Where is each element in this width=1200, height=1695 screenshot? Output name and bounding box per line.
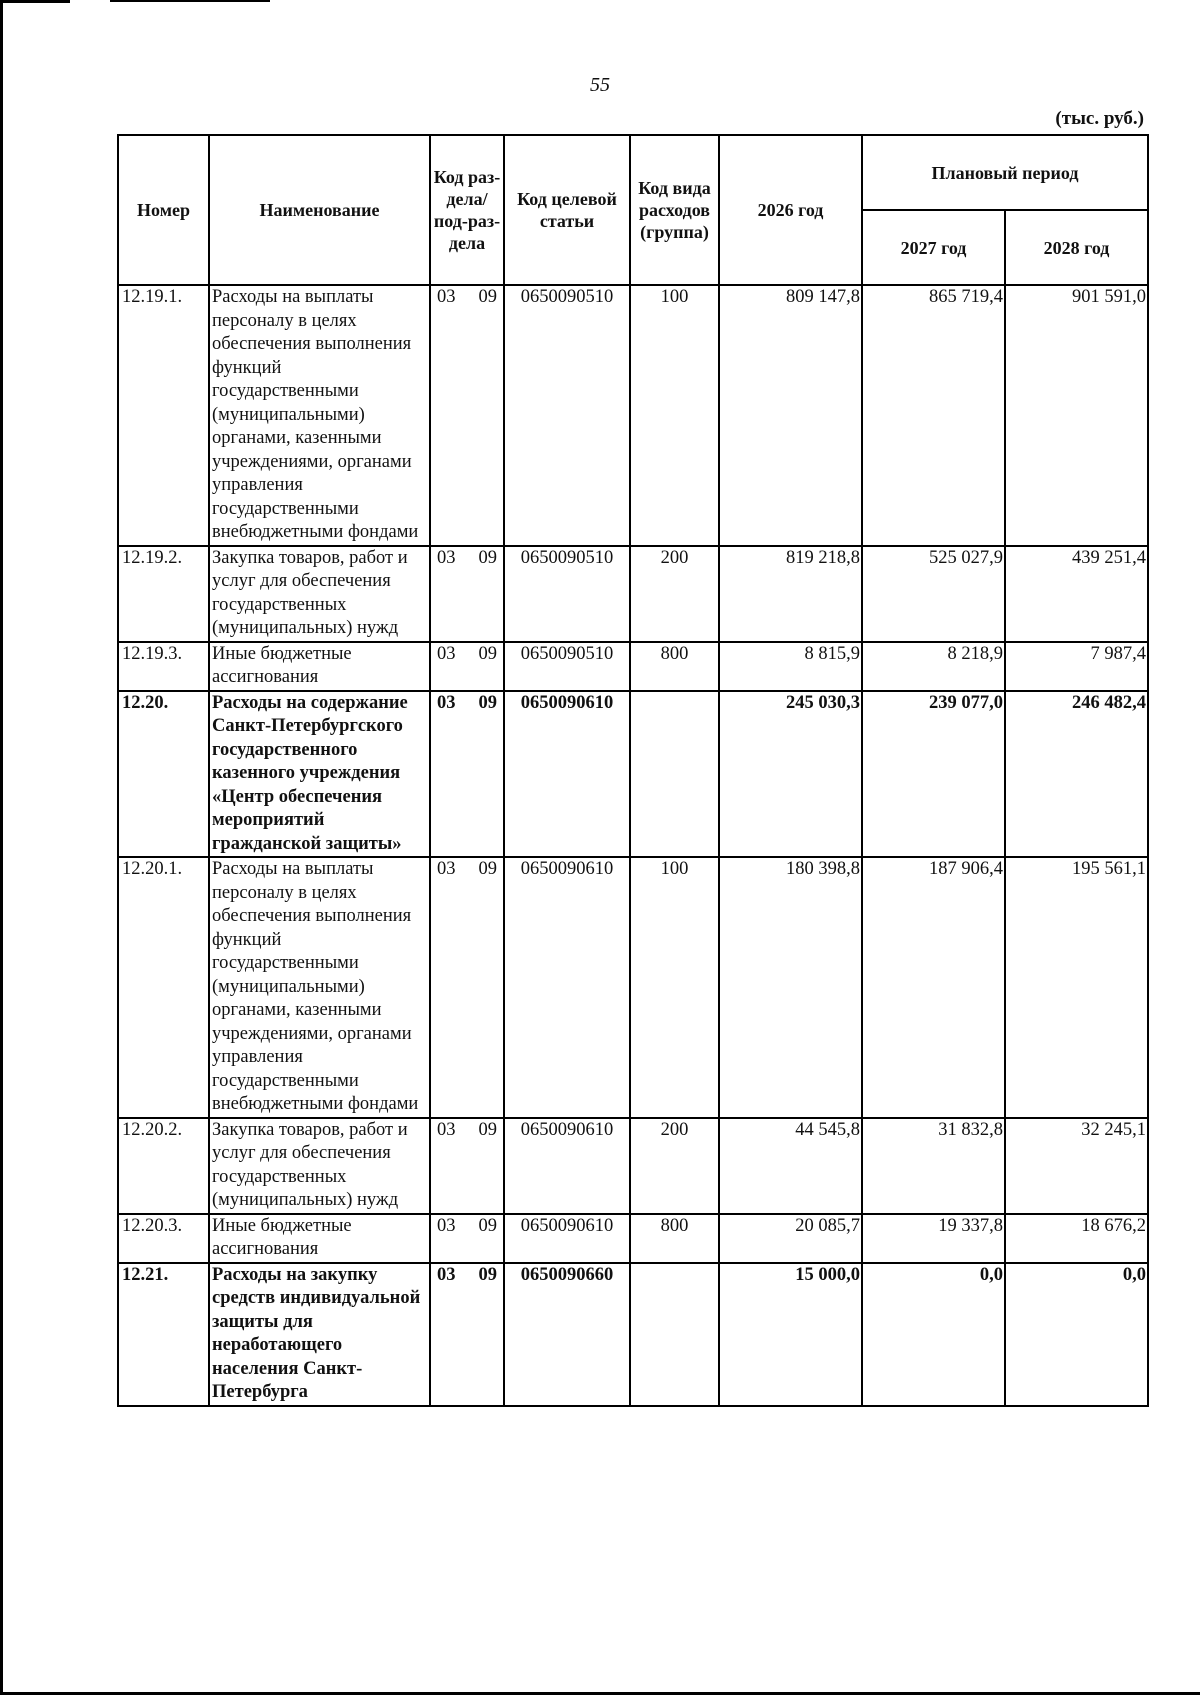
row-expense-type-code bbox=[630, 691, 719, 858]
row-expense-type-code: 200 bbox=[630, 1118, 719, 1214]
row-number: 12.19.1. bbox=[118, 285, 209, 546]
row-name: Расходы на выплаты персоналу в целях обеспечения выполнения функций государственными (муниципальными) органами, казенными учреждениями, органами управления государственными внебюджетными фондами bbox=[209, 285, 430, 546]
row-amount-2028: 439 251,4 bbox=[1005, 546, 1148, 642]
top-rule bbox=[0, 0, 70, 3]
row-target-code: 0650090610 bbox=[504, 857, 630, 1118]
row-amount-2026: 20 085,7 bbox=[719, 1214, 862, 1263]
row-podrazdel: 09 bbox=[478, 692, 497, 713]
row-section-code bbox=[430, 642, 504, 691]
row-razdel: 03 bbox=[437, 1264, 456, 1285]
row-amount-2028: 901 591,0 bbox=[1005, 285, 1148, 546]
row-target-code: 0650090610 bbox=[504, 1214, 630, 1263]
header-planned-period: Плановый период bbox=[862, 135, 1148, 210]
row-expense-type-code: 800 bbox=[630, 1214, 719, 1263]
row-amount-2027: 525 027,9 bbox=[862, 546, 1005, 642]
table-row bbox=[118, 642, 1148, 691]
header-name: Наименование bbox=[209, 135, 430, 285]
table-row bbox=[118, 285, 1148, 546]
row-number: 12.20.1. bbox=[118, 857, 209, 1118]
row-target-code: 0650090510 bbox=[504, 285, 630, 546]
row-razdel: 03 bbox=[437, 643, 456, 664]
header-year-2028: 2028 год bbox=[1005, 210, 1148, 285]
row-section-code bbox=[430, 691, 504, 858]
row-number: 12.19.2. bbox=[118, 546, 209, 642]
units-label: (тыс. руб.) bbox=[1055, 108, 1144, 129]
row-amount-2026: 8 815,9 bbox=[719, 642, 862, 691]
header-expense-type-code: Код вида расходов (группа) bbox=[630, 135, 719, 285]
row-section-code bbox=[430, 285, 504, 546]
header-year-2026: 2026 год bbox=[719, 135, 862, 285]
row-target-code: 0650090660 bbox=[504, 1263, 630, 1406]
table-row bbox=[118, 1214, 1148, 1263]
row-amount-2027: 19 337,8 bbox=[862, 1214, 1005, 1263]
table-row bbox=[118, 691, 1148, 858]
row-amount-2026: 245 030,3 bbox=[719, 691, 862, 858]
row-razdel: 03 bbox=[437, 1119, 456, 1140]
row-name: Расходы на содержание Санкт-Петербургского государственного казенного учреждения «Центр обеспечения мероприятий гражданской защиты» bbox=[209, 691, 430, 858]
budget-table bbox=[117, 134, 1149, 1407]
row-section-code bbox=[430, 1118, 504, 1214]
row-amount-2028: 0,0 bbox=[1005, 1263, 1148, 1406]
row-amount-2026: 44 545,8 bbox=[719, 1118, 862, 1214]
row-name: Расходы на закупку средств индивидуальной защиты для неработающего населения Санкт-Петербурга bbox=[209, 1263, 430, 1406]
row-razdel: 03 bbox=[437, 859, 456, 879]
row-expense-type-code bbox=[630, 1263, 719, 1406]
row-expense-type-code: 200 bbox=[630, 546, 719, 642]
row-amount-2026: 15 000,0 bbox=[719, 1263, 862, 1406]
row-amount-2027: 187 906,4 bbox=[862, 857, 1005, 1118]
row-amount-2026: 819 218,8 bbox=[719, 546, 862, 642]
row-razdel: 03 bbox=[437, 287, 456, 307]
row-name: Закупка товаров, работ и услуг для обеспечения государственных (муниципальных) нужд bbox=[209, 546, 430, 642]
row-target-code: 0650090610 bbox=[504, 1118, 630, 1214]
row-amount-2026: 809 147,8 bbox=[719, 285, 862, 546]
row-amount-2027: 8 218,9 bbox=[862, 642, 1005, 691]
row-amount-2028: 7 987,4 bbox=[1005, 642, 1148, 691]
row-section-code bbox=[430, 546, 504, 642]
row-section-code bbox=[430, 1263, 504, 1406]
row-podrazdel: 09 bbox=[478, 1215, 497, 1236]
row-podrazdel: 09 bbox=[478, 1264, 497, 1285]
row-number: 12.20.2. bbox=[118, 1118, 209, 1214]
header-number: Номер bbox=[118, 135, 209, 285]
row-podrazdel: 09 bbox=[478, 1119, 497, 1140]
row-number: 12.20. bbox=[118, 691, 209, 858]
row-amount-2028: 32 245,1 bbox=[1005, 1118, 1148, 1214]
row-razdel: 03 bbox=[437, 547, 456, 568]
header-year-2027: 2027 год bbox=[862, 210, 1005, 285]
page-number: 55 bbox=[590, 74, 610, 96]
row-section-code bbox=[430, 1214, 504, 1263]
row-target-code: 0650090510 bbox=[504, 642, 630, 691]
row-amount-2028: 18 676,2 bbox=[1005, 1214, 1148, 1263]
row-name: Иные бюджетные ассигнования bbox=[209, 1214, 430, 1263]
row-number: 12.19.3. bbox=[118, 642, 209, 691]
header-section-code: Код раз-дела/ под-раз-дела bbox=[430, 135, 504, 285]
row-number: 12.20.3. bbox=[118, 1214, 209, 1263]
row-expense-type-code: 800 bbox=[630, 642, 719, 691]
row-podrazdel: 09 bbox=[478, 547, 497, 568]
row-razdel: 03 bbox=[437, 1215, 456, 1236]
row-podrazdel: 09 bbox=[478, 287, 497, 307]
table-row bbox=[118, 1118, 1148, 1214]
row-target-code: 0650090610 bbox=[504, 691, 630, 858]
table-row bbox=[118, 1263, 1148, 1406]
top-rule bbox=[110, 0, 270, 2]
row-expense-type-code: 100 bbox=[630, 285, 719, 546]
row-section-code bbox=[430, 857, 504, 1118]
row-razdel: 03 bbox=[437, 692, 456, 713]
row-amount-2028: 246 482,4 bbox=[1005, 691, 1148, 858]
header-target-code: Код целевой статьи bbox=[504, 135, 630, 285]
table-header bbox=[118, 135, 1148, 285]
table-row bbox=[118, 546, 1148, 642]
row-name: Закупка товаров, работ и услуг для обеспечения государственных (муниципальных) нужд bbox=[209, 1118, 430, 1214]
row-target-code: 0650090510 bbox=[504, 546, 630, 642]
row-amount-2028: 195 561,1 bbox=[1005, 857, 1148, 1118]
row-podrazdel: 09 bbox=[478, 859, 497, 879]
row-expense-type-code: 100 bbox=[630, 857, 719, 1118]
row-number: 12.21. bbox=[118, 1263, 209, 1406]
row-amount-2027: 0,0 bbox=[862, 1263, 1005, 1406]
row-amount-2027: 31 832,8 bbox=[862, 1118, 1005, 1214]
row-podrazdel: 09 bbox=[478, 643, 497, 664]
table-body bbox=[118, 285, 1148, 1406]
row-amount-2027: 865 719,4 bbox=[862, 285, 1005, 546]
row-amount-2027: 239 077,0 bbox=[862, 691, 1005, 858]
table-row bbox=[118, 857, 1148, 1118]
row-amount-2026: 180 398,8 bbox=[719, 857, 862, 1118]
row-name: Иные бюджетные ассигнования bbox=[209, 642, 430, 691]
row-name: Расходы на выплаты персоналу в целях обеспечения выполнения функций государственными (муниципальными) органами, казенными учреждениями, органами управления государственными внебюджетными фондами bbox=[209, 857, 430, 1118]
